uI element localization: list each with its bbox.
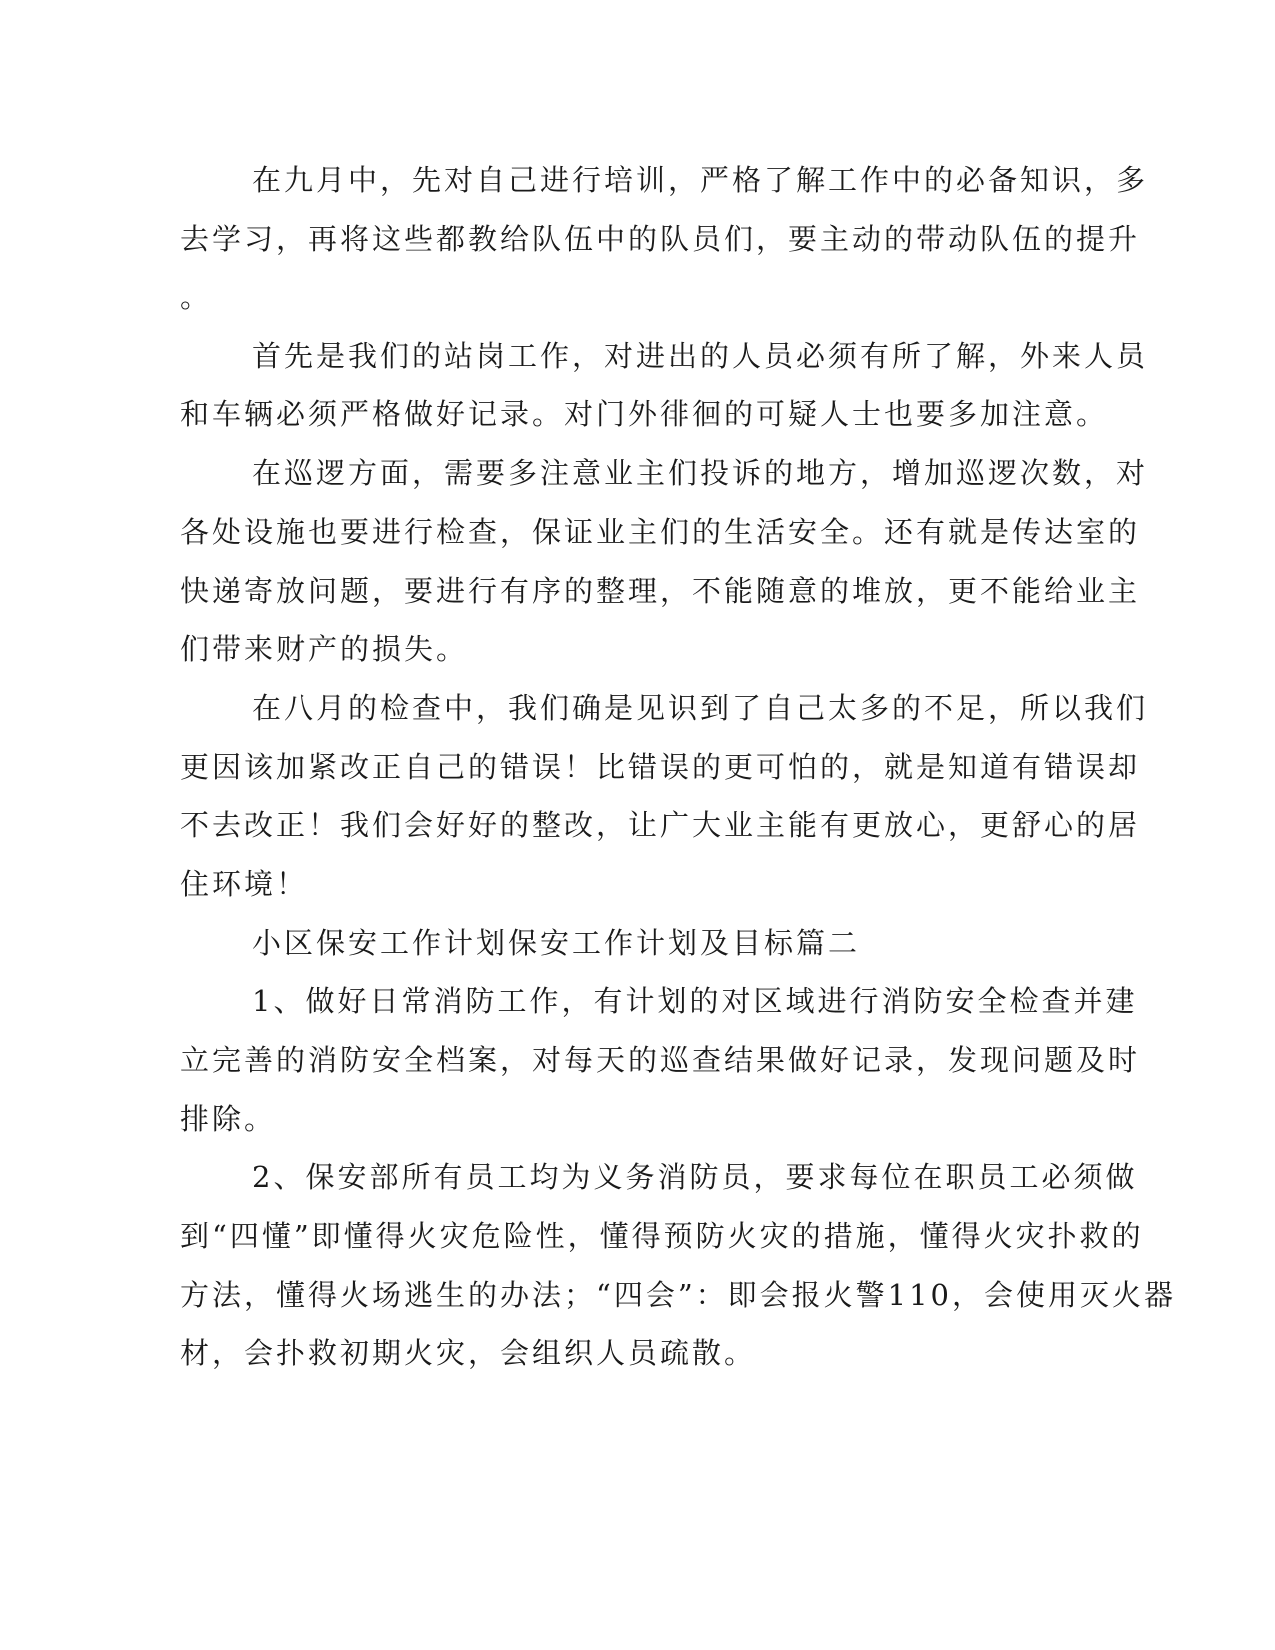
- text-line: 到“四懂”即懂得火灾危险性，懂得预防火灾的措施，懂得火灾扑救的: [180, 1219, 1144, 1253]
- text-line: 和车辆必须严格做好记录。对门外徘徊的可疑人士也要多加注意。: [180, 397, 1109, 431]
- text-line: 快递寄放问题，要进行有序的整理，不能随意的堆放，更不能给业主: [180, 574, 1141, 608]
- text-line: 在八月的检查中，我们确是见识到了自己太多的不足，所以我们: [252, 691, 1149, 725]
- text-line: 各处设施也要进行检查，保证业主们的生活安全。还有就是传达室的: [180, 515, 1141, 549]
- text-line: 2、保安部所有员工均为义务消防员，要求每位在职员工必须做: [252, 1160, 1138, 1194]
- text-line: 首先是我们的站岗工作，对进出的人员必须有所了解，外来人员: [252, 339, 1149, 373]
- section-heading: 小区保安工作计划保安工作计划及目标篇二: [252, 926, 861, 960]
- text-line: 立完善的消防安全档案，对每天的巡查结果做好记录，发现问题及时: [180, 1043, 1141, 1077]
- text-line: 住环境！: [180, 867, 309, 901]
- text-line: 方法，懂得火场逃生的办法；“四会”：即会报火警110，会使用灭火器: [180, 1278, 1177, 1312]
- text-line: 排除。: [180, 1102, 277, 1136]
- text-line: 在巡逻方面，需要多注意业主们投诉的地方，增加巡逻次数，对: [252, 456, 1149, 490]
- text-line: 在九月中，先对自己进行培训，严格了解工作中的必备知识，多: [252, 163, 1149, 197]
- text-line: 们带来财产的损失。: [180, 632, 469, 666]
- text-line: 更因该加紧改正自己的错误！比错误的更可怕的，就是知道有错误却: [180, 750, 1141, 784]
- text-line: 。: [180, 280, 213, 314]
- text-line: 不去改正！我们会好好的整改，让广大业主能有更放心，更舒心的居: [180, 808, 1141, 842]
- text-line: 1、做好日常消防工作，有计划的对区域进行消防安全检查并建: [252, 984, 1138, 1018]
- text-line: 去学习，再将这些都教给队伍中的队员们，要主动的带动队伍的提升: [180, 222, 1141, 256]
- text-line: 材，会扑救初期火灾，会组织人员疏散。: [180, 1336, 757, 1370]
